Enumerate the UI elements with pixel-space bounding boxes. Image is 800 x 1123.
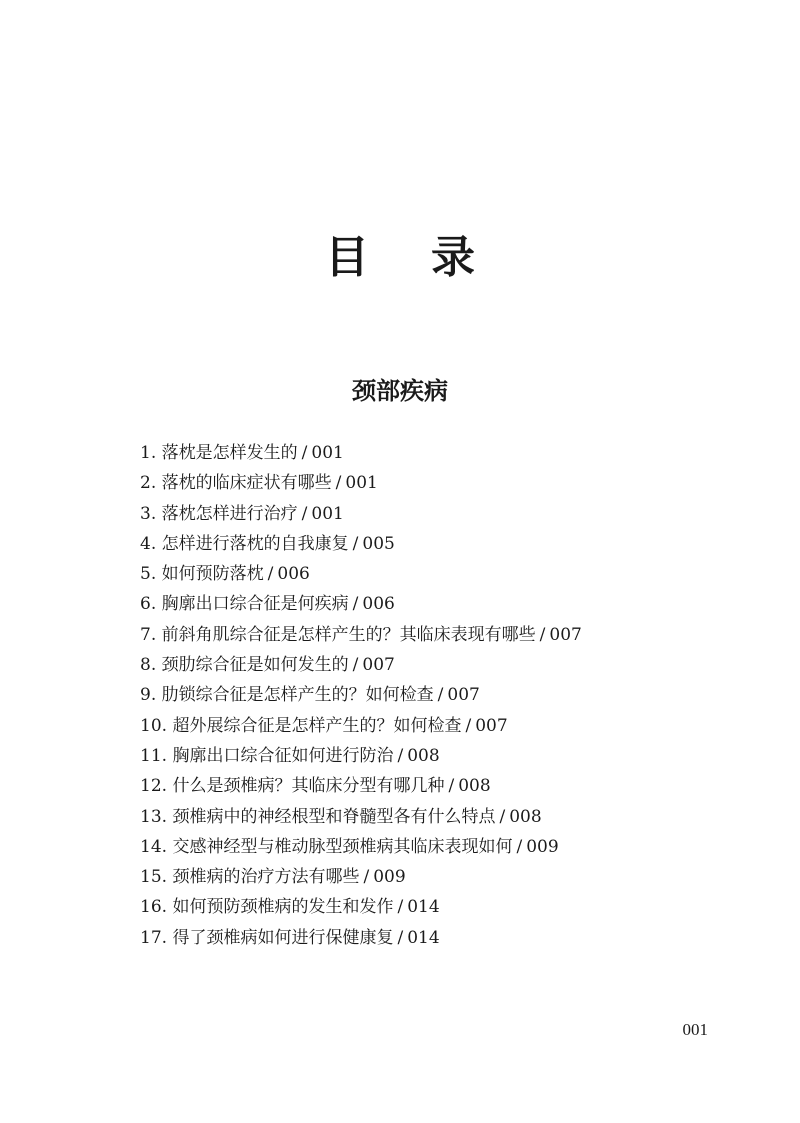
toc-entry-number: 14.	[140, 836, 168, 857]
toc-entry[interactable]	[140, 468, 740, 498]
toc-entry[interactable]	[140, 589, 740, 619]
toc-entry[interactable]	[140, 499, 740, 529]
toc-separator: /	[539, 624, 546, 645]
toc-entry[interactable]	[140, 771, 740, 801]
toc-entry-title: 得了颈椎病如何进行保健康复	[172, 927, 394, 948]
toc-entry[interactable]	[140, 923, 740, 953]
toc-separator: /	[267, 564, 274, 585]
toc-entry-page: 014	[407, 897, 440, 918]
page-title-char-1: 目	[325, 232, 369, 283]
toc-separator: /	[397, 897, 404, 918]
toc-entry-number: 7.	[140, 624, 157, 645]
toc-entry-title: 颈椎病中的神经根型和脊髓型各有什么特点	[172, 806, 496, 827]
toc-entry-number: 13.	[140, 806, 168, 827]
toc-entry-title: 如何预防颈椎病的发生和发作	[172, 897, 394, 918]
toc-entry-page: 007	[447, 685, 480, 706]
toc-entry-number: 5.	[140, 564, 157, 585]
toc-entry-number: 2.	[140, 473, 157, 494]
toc-entry[interactable]	[140, 650, 740, 680]
toc-entry-number: 17.	[140, 927, 168, 948]
toc-entry-number: 16.	[140, 897, 168, 918]
toc-entry-title: 前斜角肌综合征是怎样产生的？其临床表现有哪些	[161, 624, 536, 645]
toc-entry-title: 胸廓出口综合征如何进行防治	[172, 745, 394, 766]
page-number: 001	[682, 1020, 708, 1039]
toc-entry-page: 014	[407, 927, 440, 948]
toc-entry-page: 008	[509, 806, 542, 827]
toc-entry-page: 008	[407, 745, 440, 766]
toc-entry-page: 001	[311, 443, 344, 463]
toc-separator: /	[335, 473, 342, 494]
toc-entry-page: 009	[526, 836, 559, 857]
toc-entry[interactable]	[140, 802, 740, 832]
toc-entry-page: 001	[345, 473, 378, 494]
toc-entry-title: 落枕是怎样发生的	[161, 443, 298, 463]
toc-separator: /	[516, 836, 523, 857]
toc-entry-page: 008	[458, 776, 491, 797]
page-title-char-2: 录	[431, 232, 475, 283]
toc-entry-page: 006	[362, 594, 395, 615]
toc-entry[interactable]	[140, 741, 740, 771]
toc-entry-page: 006	[277, 564, 310, 585]
toc-entry-title: 肋锁综合征是怎样产生的？如何检查	[161, 685, 434, 706]
toc-entry[interactable]	[140, 832, 740, 862]
toc-entry[interactable]	[140, 529, 740, 559]
toc-entry-number: 15.	[140, 867, 168, 888]
toc-entry[interactable]	[140, 680, 740, 710]
toc-entry[interactable]	[140, 559, 740, 589]
toc-entry-number: 9.	[140, 685, 157, 706]
toc-entry-title: 超外展综合征是怎样产生的？如何检查	[172, 715, 462, 736]
toc-entry-number: 8.	[140, 655, 157, 676]
toc-separator: /	[397, 745, 404, 766]
toc-entry-number: 6.	[140, 594, 157, 615]
toc-separator: /	[352, 594, 359, 615]
toc-entry[interactable]	[140, 711, 740, 741]
toc-entry-page: 007	[475, 715, 508, 736]
toc-entry-title: 交感神经型与椎动脉型颈椎病其临床表现如何	[172, 836, 513, 857]
toc-entry-page: 007	[549, 624, 582, 645]
toc-entry-number: 4.	[140, 533, 157, 554]
toc-separator: /	[465, 715, 472, 736]
toc-separator: /	[448, 776, 455, 797]
toc-entry-title: 颈肋综合征是如何发生的	[161, 655, 349, 676]
toc-separator: /	[397, 927, 404, 948]
toc-separator: /	[499, 806, 506, 827]
toc-entry-title: 落枕的临床症状有哪些	[161, 473, 332, 494]
toc-entry-number: 1.	[140, 443, 157, 463]
toc-entry-number: 12.	[140, 776, 168, 797]
toc-entry[interactable]	[140, 438, 740, 468]
toc-separator: /	[352, 533, 359, 554]
page-title	[0, 228, 800, 288]
toc-entry-page: 001	[311, 503, 344, 524]
toc-entry[interactable]	[140, 892, 740, 922]
toc-separator: /	[363, 867, 370, 888]
section-heading: 颈部疾病	[352, 377, 448, 405]
toc-entry-page: 009	[373, 867, 406, 888]
toc-entry-number: 10.	[140, 715, 168, 736]
toc-entry-page: 005	[362, 533, 395, 554]
toc-separator: /	[352, 655, 359, 676]
toc-entry-title: 胸廓出口综合征是何疾病	[161, 594, 349, 615]
toc-entry-title: 怎样进行落枕的自我康复	[161, 533, 349, 554]
toc-entry-page: 007	[362, 655, 395, 676]
toc-entry-number: 11.	[140, 745, 168, 766]
toc-entry-title: 什么是颈椎病？其临床分型有哪几种	[172, 776, 445, 797]
toc-entry[interactable]	[140, 862, 740, 892]
toc-entry-title: 落枕怎样进行治疗	[161, 503, 298, 524]
toc-entry-title: 颈椎病的治疗方法有哪些	[172, 867, 360, 888]
toc-separator: /	[301, 503, 308, 524]
toc-entry[interactable]	[140, 620, 740, 650]
toc-separator: /	[301, 443, 308, 463]
toc-list	[140, 438, 740, 953]
toc-entry-number: 3.	[140, 503, 157, 524]
toc-separator: /	[437, 685, 444, 706]
toc-entry-title: 如何预防落枕	[161, 564, 264, 585]
